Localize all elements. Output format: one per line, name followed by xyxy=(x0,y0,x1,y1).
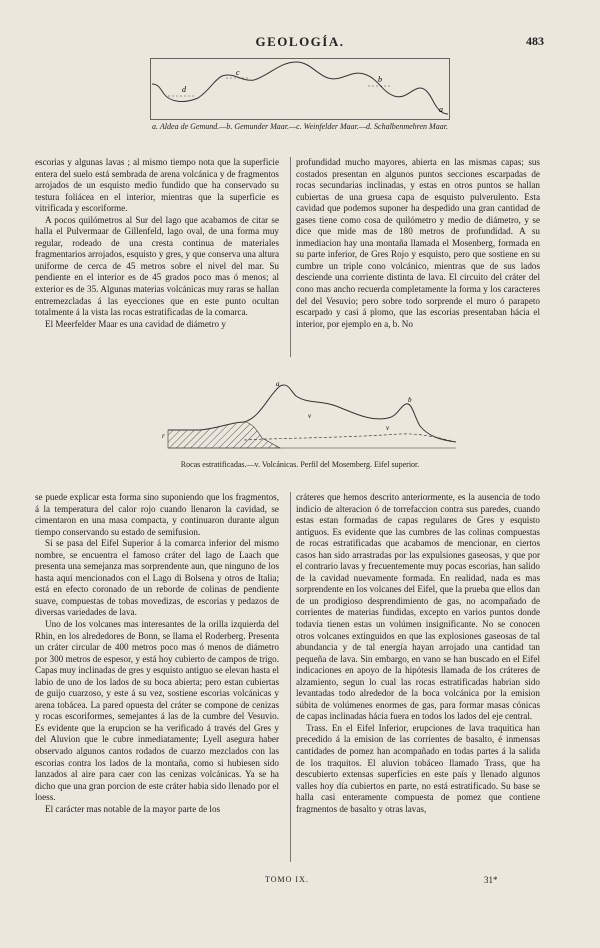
figure1-label-c: c xyxy=(236,68,240,77)
footer-volume: TOMO IX. xyxy=(265,875,309,884)
terrain-profile-line xyxy=(152,62,448,114)
paragraph: Si se pasa del Eifel Superior á la comarca inferior del mismo nombre, se encuentra el famoso cráter del lago de Laach que presenta una semejanza mas sorprendente aun, que ninguno de los hasta aquí mencionados con el Lago di Bolsena y otros de Italia; está en efecto coronado de un reborde de colinas de pendiente suave, compuestas de tobas movedizas, de escorias y pedazos de diversas variedades de lava. xyxy=(35,538,279,618)
figure1-caption: a. Aldea de Gemund.—b. Gemunder Maar.—c. Weinfelder Maar.—d. Schalbenmehren Maar. xyxy=(152,122,448,131)
figure-maar-profile xyxy=(150,58,450,120)
figure2-label-r: r xyxy=(162,432,165,440)
figure1-label-d: d xyxy=(182,85,186,94)
figure1-label-a: a xyxy=(439,105,443,114)
running-header-title: GEOLOGÍA. xyxy=(255,34,345,49)
figure2-label-a: a xyxy=(276,380,280,388)
column-divider xyxy=(290,157,291,357)
figure2-label-v1: v xyxy=(308,412,312,420)
paragraph: escorias y algunas lavas ; al mismo tiempo nota que la superficie entera del suelo está sembrada de arena volcánica y de fragmentos arrojados de un esquisto medio fundido que ha conservado su testura foliácea en el interior, mientras que la superficie es vitrificada y escoriforme. xyxy=(35,157,279,214)
page-number: 483 xyxy=(526,34,544,48)
figure2-label-b: b xyxy=(408,396,412,404)
column-divider xyxy=(290,492,291,862)
figure-mosenberg-profile xyxy=(140,378,460,454)
figure2-caption: Rocas estratificadas.—v. Volcánicas. Perfil del Mosemberg. Eifel superior. xyxy=(180,460,420,469)
lava-flow-dashed xyxy=(244,434,456,442)
paragraph: El carácter mas notable de la mayor parte de los xyxy=(45,803,221,814)
text-column-left-2 xyxy=(35,492,279,815)
paragraph: cráteres que hemos descrito anteriormente, es la ausencia de todo indicio de alteracion ó de torrefaccion contra sus paredes, cuando estas estan formadas de capas regulares de Gres y esquisto antiguos. Es evidente que las cumbres de las colinas compuestas de rocas estratificadas que acabamos de mencionar, en ciertos casos han sido arrastradas por las expulsiones gaseosas, y que por el contrario lavas y frecuentemente muy pocas escorias, han salido de la cavidad nuevamente formada. En realidad, nada es mas sorprendente en los volcanes del Eifel, que la prueba que ellos dan de un prodigioso desprendimiento de gas, no acompañado de corrientes de materias fundidas, excepto en varios puntos donde todavía tienen estas un volúmen insignificante. No se conocen otros volcanes extinguidos en que las explosiones gaseosas de tal abundancia y de tal energía hayan arrojado una cantidad tan pequeña de lava. Sin embargo, en vano se han buscado en el Eifel indicaciones en apoyo de la hipótesis llamada de los cráteres de alzamiento, segun lo cual las rocas estratificadas habrian sido levantadas todo alrededor de la boca volcánica por la emision súbita de volúmenes enormes de gas, para formar masas cónicas de capas inclinadas hácia fuera en todos los lados del eje central. xyxy=(296,492,540,722)
text-column-left-1 xyxy=(35,157,279,330)
paragraph: El Meerfelder Maar es una cavidad de diámetro y xyxy=(45,318,226,329)
paragraph: Uno de los volcanes mas interesantes de la orilla izquierda del Rhin, en los alrededores de Bonn, se llama el Roderberg. Presenta un cráter circular de 400 metros poco mas ó menos de diámetro por 300 metros de espesor, y está hoy cubierto de campos de trigo. Capas muy inclinadas de gres y esquisto antiguo se elevan hasta el labio de uno de los lados de su boca abierta; pero estan cubiertas de guijo cuarzoso, y este á su vez, sostiene escorias volcánicas y arena tobácea. La pared opuesta del cráter se compone de cenizas y rocas escoriformes, semejantes á las de la cumbre del Vesuvio. Es evidente que la erupcion se ha verificado á través del Gres y del Aluvion que le cubre inmediatamente; Lyell asegura haber observado algunos cantos rodados de cuarzo mezclados con las escorias contra los lados de la montaña, como si hubiesen sido lanzados al aire para caer con las cenizas volcánicas. Ya se ha dicho que una gran porcion de este cráter habia sido llenado por el loess. xyxy=(35,619,279,803)
text-column-right-1 xyxy=(296,157,540,330)
figure1-label-b: b xyxy=(378,75,382,84)
paragraph: profundidad mucho mayores, abierta en las mismas capas; sus costados presentan en algunos puntos secciones escarpadas de rocas secundarias inclinadas, y estas en otros puntos se hallan cubiertas de una gruesa capa de esquisto pulverulento. Esta cavidad que podemos suponer ha despedido una gran cantidad de gases tiene como cosa de quilómetro y medio de diámetro, y se dice que mide mas de 180 metros de profundidad. A su inmediacion hay una montaña llamada el Mosenberg, formada en su parte inferior, de Gres Rojo y esquisto, pero que sostiene en su cumbre un triple cono volcánico, mientras que de sus lados desciende una corriente distinta de lava. El circuito del cráter del cono mas ancho recuerda completamente la forma y los caracteres del del Vesuvio; pero sobre todo sorprende el muro ó parapeto escarpado y casi á plomo, que las escorias presentaban hácia el interior, por ejemplo en a, b. No xyxy=(296,157,540,329)
figure-frame xyxy=(151,59,450,120)
figure2-label-v2: v xyxy=(386,424,390,432)
text-column-right-2 xyxy=(296,492,540,815)
paragraph: se puede explicar esta forma sino suponiendo que los fragmentos, á la temperatura del calor rojo cuando llenaron la cavidad, se cimentaron en una masa compacta, y continuaron durante algun tiempo conservando su estado de semifusion. xyxy=(35,492,279,537)
paragraph: A pocos quilómetros al Sur del lago que acabamos de citar se halla el Pulvermaar de Gillenfeld, lago oval, de una forma muy regular, rodeado de una cresta continua de materiales fragmentarios arrojados, esquisto y gres, y que conserva una altura uniforme de cerca de 45 metros sobre el nivel del mar. Su pendiente en el interior es de 45 grados poco mas ó menos; al exterior es de 35. Algunas materias volcánicas muy raras se hallan entremezcladas á las eyecciones que en este punto ocultan totalmente á la vista las rocas estratificadas de la comarca. xyxy=(35,214,279,318)
paragraph: Trass. En el Eifel Inferior, erupciones de lava traquítica han precedido á la emision de las corrientes de basalto, é inmensas cantidades de pomez han acompañado en todas partes á la salida de los traquitos. El aluvion tobáceo llamado Trass, que ha descubierto extensas superficies en este país y llenado algunos valles hoy día cubiertos en parte, no está estratificado. Su base se halla casi enteramente compuesta de pomez que contiene fragmentos de basalto y otras lavas, xyxy=(296,722,540,814)
footer-signature: 31* xyxy=(484,875,498,885)
